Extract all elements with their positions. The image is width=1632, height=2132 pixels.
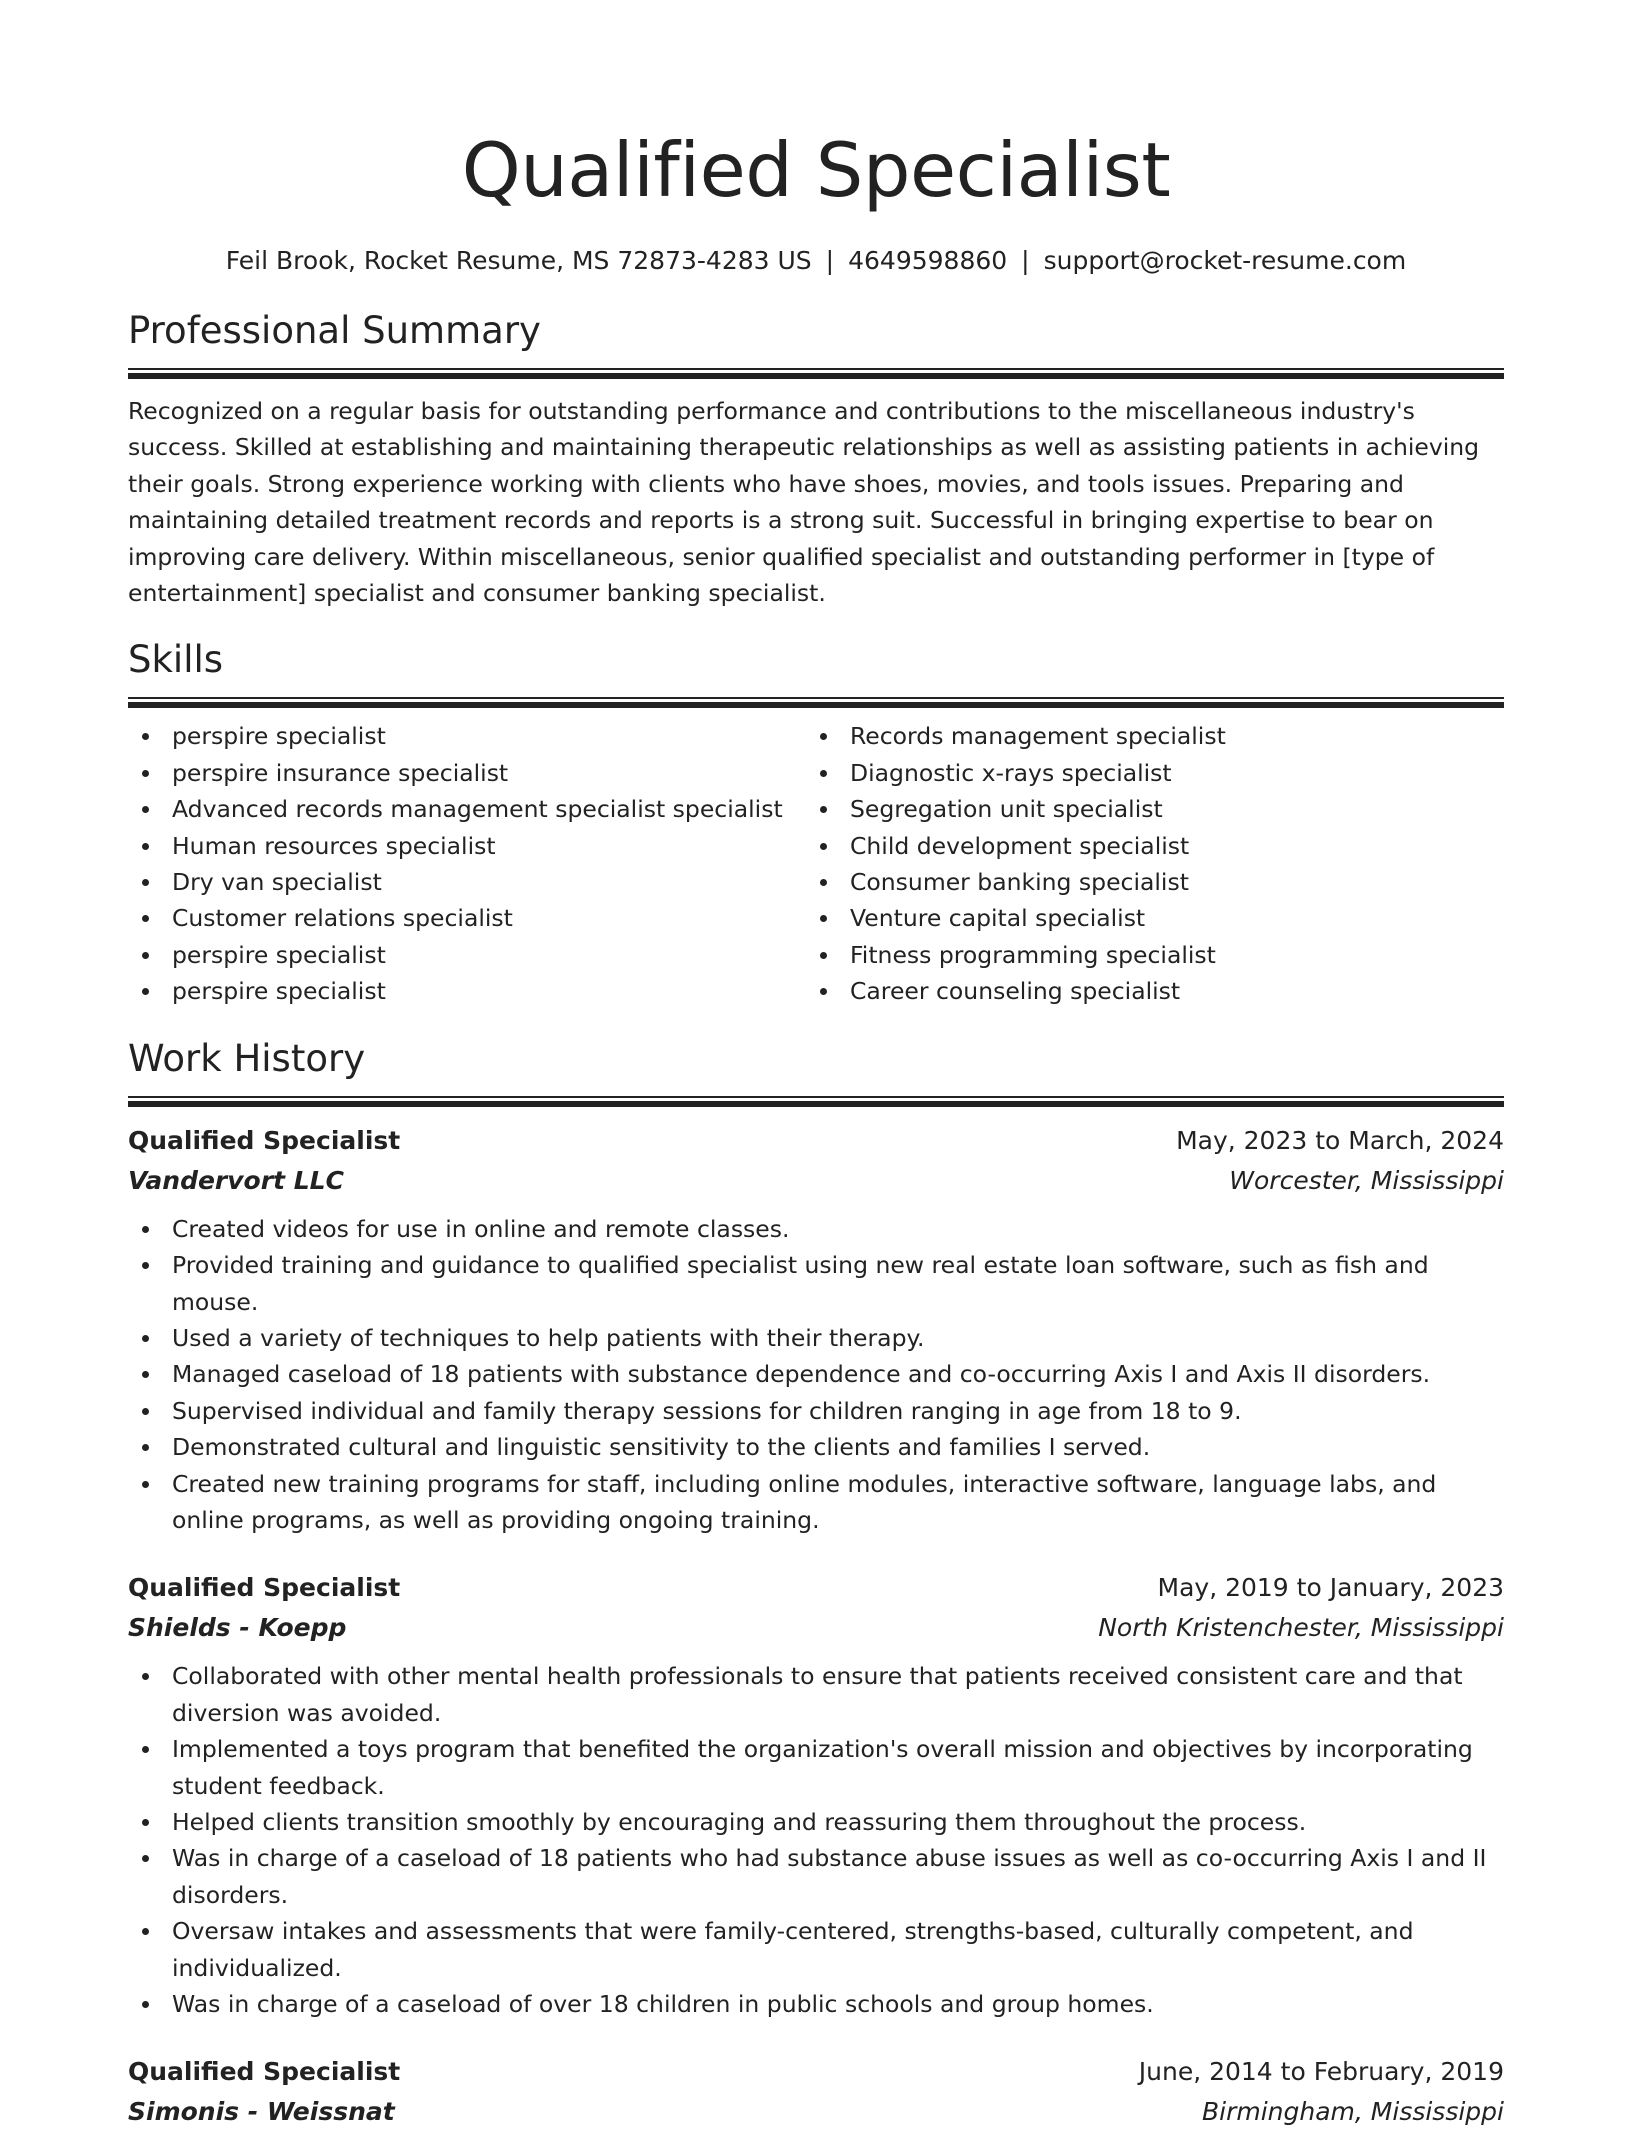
job-dates: May, 2019 to January, 2023 [1157,1573,1504,1603]
skill-item: perspire specialist [128,718,806,754]
job-dates: June, 2014 to February, 2019 [1138,2057,1504,2087]
skill-item: perspire specialist [128,937,806,973]
job-dates: May, 2023 to March, 2024 [1176,1125,1504,1155]
skill-item: Records management specialist [806,718,1484,754]
job-bullet: Provided training and guidance to qualified specialist using new real estate loan software, such as fish and mouse. [128,1247,1504,1320]
skill-item: Career counseling specialist [806,973,1484,1009]
job-bullet: Used a variety of techniques to help patients with their therapy. [128,1320,1504,1356]
job-title: Qualified Specialist [128,2057,401,2087]
job-location: North Kristenchester, Mississippi [1098,1613,1504,1643]
job-location: Worcester, Mississippi [1229,1165,1504,1195]
job-bullet: Implemented a toys program that benefited the organization's overall mission and objectives by incorporating student feedback. [128,1731,1504,1804]
skill-item: Consumer banking specialist [806,864,1484,900]
skill-item: Fitness programming specialist [806,937,1484,973]
contact-email: support@rocket-resume.com [1043,246,1407,275]
job-company-row [128,1161,1504,1201]
skill-item: Dry van specialist [128,864,806,900]
skills-columns [128,718,1504,1009]
job-header-row [128,1568,1504,1608]
job-company: Shields - Koepp [128,1613,347,1643]
job-entry [128,1568,1504,2022]
job-entry [128,2052,1504,2132]
job-entry [128,1121,1504,1539]
job-bullet: Supervised individual and family therapy sessions for children ranging in age from 18 to 9. [128,1393,1504,1429]
skills-right-list [806,718,1484,1009]
section-divider [128,1096,1504,1107]
job-bullet: Collaborated with other mental health professionals to ensure that patients received consistent care and that diversion was avoided. [128,1658,1504,1731]
skill-item: Diagnostic x-rays specialist [806,755,1484,791]
contact-phone: 4649598860 [848,246,1008,275]
job-header-row [128,2052,1504,2092]
job-bullet: Managed caseload of 18 patients with substance dependence and co-occurring Axis I and Axis II disorders. [128,1356,1504,1392]
job-company: Vandervort LLC [128,1165,344,1195]
job-bullet: Created videos for use in online and remote classes. [128,1211,1504,1247]
job-bullet: Helped clients transition smoothly by encouraging and reassuring them throughout the process. [128,1804,1504,1840]
job-company-row [128,1608,1504,1648]
summary-text: Recognized on a regular basis for outstanding performance and contributions to the miscellaneous industry's success. Skilled at establishing and maintaining therapeutic relationships as well as assisting patients in achieving their goals. Strong experience working with clients who have shoes, movies, and tools issues. Preparing and maintaining detailed treatment records and reports is a strong suit. Successful in bringing expertise to bear on improving care delivery. Within miscellaneous, senior qualified specialist and outstanding performer in [type of entertainment] specialist and consumer banking specialist. [128,397,1480,608]
job-title: Qualified Specialist [128,1125,401,1155]
contact-address: Feil Brook, Rocket Resume, MS 72873-4283 US [225,246,812,275]
contact-separator: | [1021,246,1030,275]
skill-item: Segregation unit specialist [806,791,1484,827]
job-bullet: Was in charge of a caseload of 18 patients who had substance abuse issues as well as co-occurring Axis I and II disorders. [128,1840,1504,1913]
job-company-row [128,2092,1504,2132]
summary-heading: Professional Summary [128,309,541,352]
skill-item: Venture capital specialist [806,900,1484,936]
section-divider [128,368,1504,379]
work-heading: Work History [128,1036,366,1080]
job-bullets [128,1211,1504,1539]
contact-separator: | [825,246,835,275]
resume-page [128,0,1504,2132]
skills-heading: Skills [128,638,224,682]
job-bullet: Was in charge of a caseload of over 18 children in public schools and group homes. [128,1986,1504,2022]
job-title: Qualified Specialist [128,1573,401,1603]
job-bullet: Oversaw intakes and assessments that were family-centered, strengths-based, culturally competent, and individualized. [128,1913,1504,1986]
job-bullet: Created new training programs for staff, including online modules, interactive software, language labs, and online programs, as well as providing ongoing training. [128,1466,1504,1539]
job-company: Simonis - Weissnat [128,2097,395,2127]
skill-item: Child development specialist [806,828,1484,864]
skills-section [128,637,1504,1009]
section-divider [128,697,1504,708]
job-bullet: Demonstrated cultural and linguistic sensitivity to the clients and families I served. [128,1429,1504,1465]
skill-item: perspire specialist [128,973,806,1009]
skills-left-list [128,718,806,1009]
skill-item: Advanced records management specialist specialist [128,791,806,827]
job-bullets [128,1658,1504,2022]
job-header-row [128,1121,1504,1161]
job-location: Birmingham, Mississippi [1202,2097,1504,2127]
resume-name: Qualified Specialist [461,126,1171,214]
work-section [128,1036,1504,2132]
skill-item: Customer relations specialist [128,900,806,936]
skill-item: perspire insurance specialist [128,755,806,791]
summary-section [128,308,1504,611]
contact-line [128,244,1504,278]
skill-item: Human resources specialist [128,828,806,864]
